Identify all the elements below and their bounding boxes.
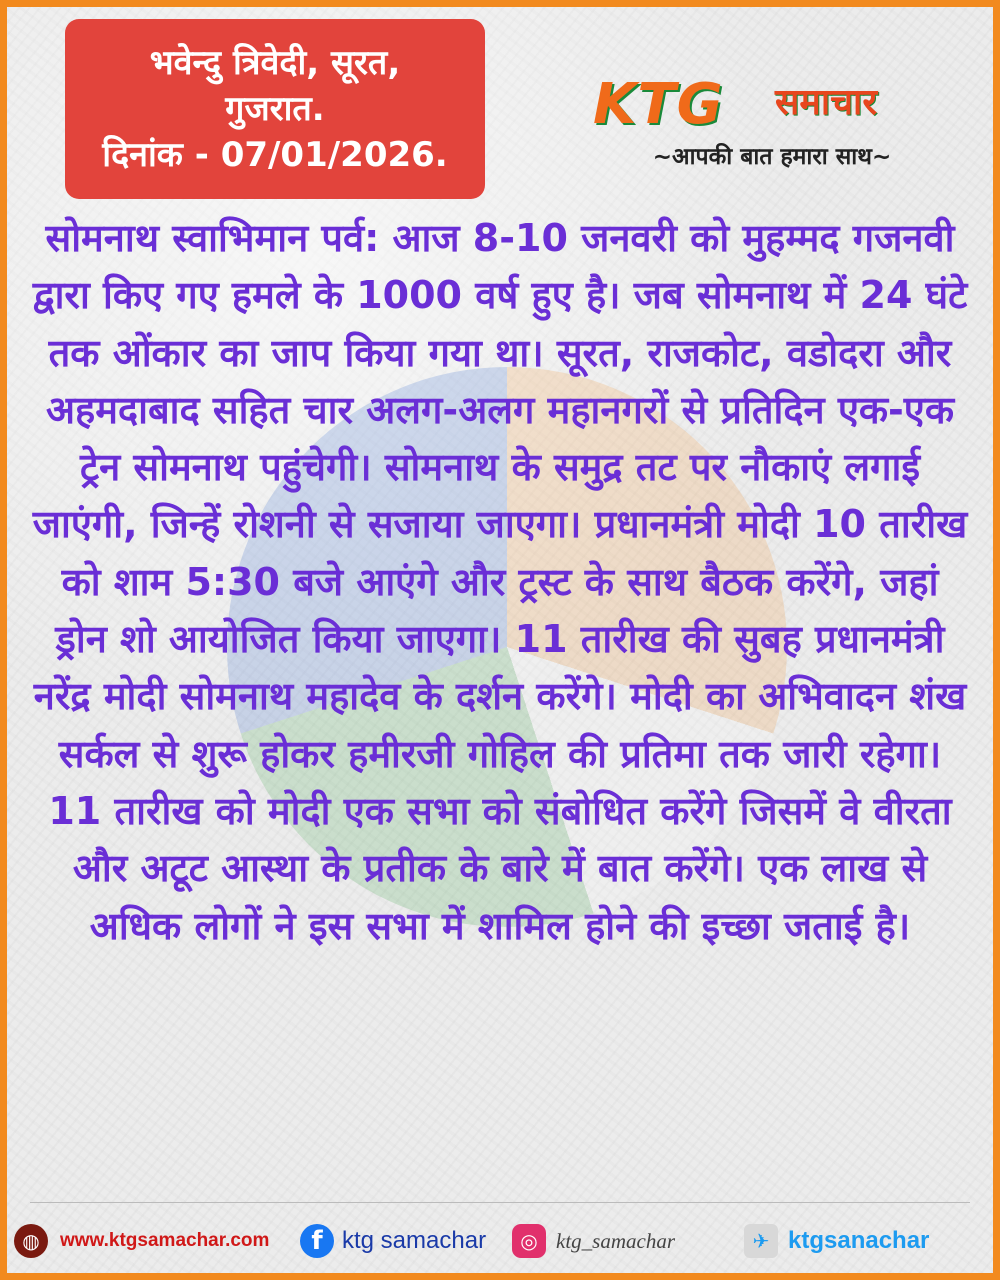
- logo-ktg-text: KTG: [593, 72, 724, 137]
- instagram-link[interactable]: ktg_samachar: [556, 1229, 675, 1253]
- website-link[interactable]: www.ktgsamachar.com: [60, 1230, 270, 1251]
- footer: [0, 1210, 1000, 1270]
- ktg-logo: [587, 72, 957, 137]
- author-box: [65, 19, 485, 199]
- author-name: भवेन्दु त्रिवेदी, सूरत,: [149, 43, 401, 83]
- footer-divider: [30, 1202, 970, 1203]
- instagram-icon[interactable]: ◎: [512, 1224, 546, 1258]
- article-body: सोमनाथ स्वाभिमान पर्व: आज 8-10 जनवरी को मुहम्मद गजनवी द्वारा किए गए हमले के 1000 वर्ष हुए है। जब सोमनाथ में 24 घंटे तक ओंकार का जाप किया गया था। सूरत, राजकोट, वडोदरा और अहमदाबाद सहित चार अलग-अलग महानगरों से प्रतिदिन एक-एक ट्रेन सोमनाथ पहुंचेगी। सोमनाथ के समुद्र तट पर नौकाएं लगाई जाएंगी, जिन्हें रोशनी से सजाया जाएगा। प्रधानमंत्री मोदी 10 तारीख को शाम 5:30 बजे आएंगे और ट्रस्ट के साथ बैठक करेंगे, जहां ड्रोन शो आयोजित किया जाएगा। 11 तारीख की सुबह प्रधानमंत्री नरेंद्र मोदी सोमनाथ महादेव के दर्शन करेंगे। मोदी का अभिवादन शंख सर्कल से शुरू होकर हमीरजी गोहिल की प्रतिमा तक जारी रहेगा। 11 तारीख को मोदी एक सभा को संबोधित करेंगे जिसमें वे वीरता और अटूट आस्था के प्रतीक के बारे में बात करेंगे। एक लाख से अधिक लोगों ने इस सभा में शामिल होने की इच्छा जताई है।: [32, 216, 968, 948]
- facebook-icon[interactable]: f: [300, 1224, 334, 1258]
- twitter-link[interactable]: ktgsanachar: [788, 1227, 930, 1254]
- twitter-icon[interactable]: ✈: [744, 1224, 778, 1258]
- globe-icon: ◍: [14, 1224, 48, 1258]
- facebook-link[interactable]: ktg samachar: [342, 1227, 487, 1254]
- logo-samachar-text: समाचार: [775, 82, 878, 123]
- author-location: गुजरात.: [225, 89, 325, 129]
- tagline: ~आपकी बात हमारा साथ~: [652, 144, 892, 170]
- date-line: दिनांक - 07/01/2026.: [102, 135, 448, 175]
